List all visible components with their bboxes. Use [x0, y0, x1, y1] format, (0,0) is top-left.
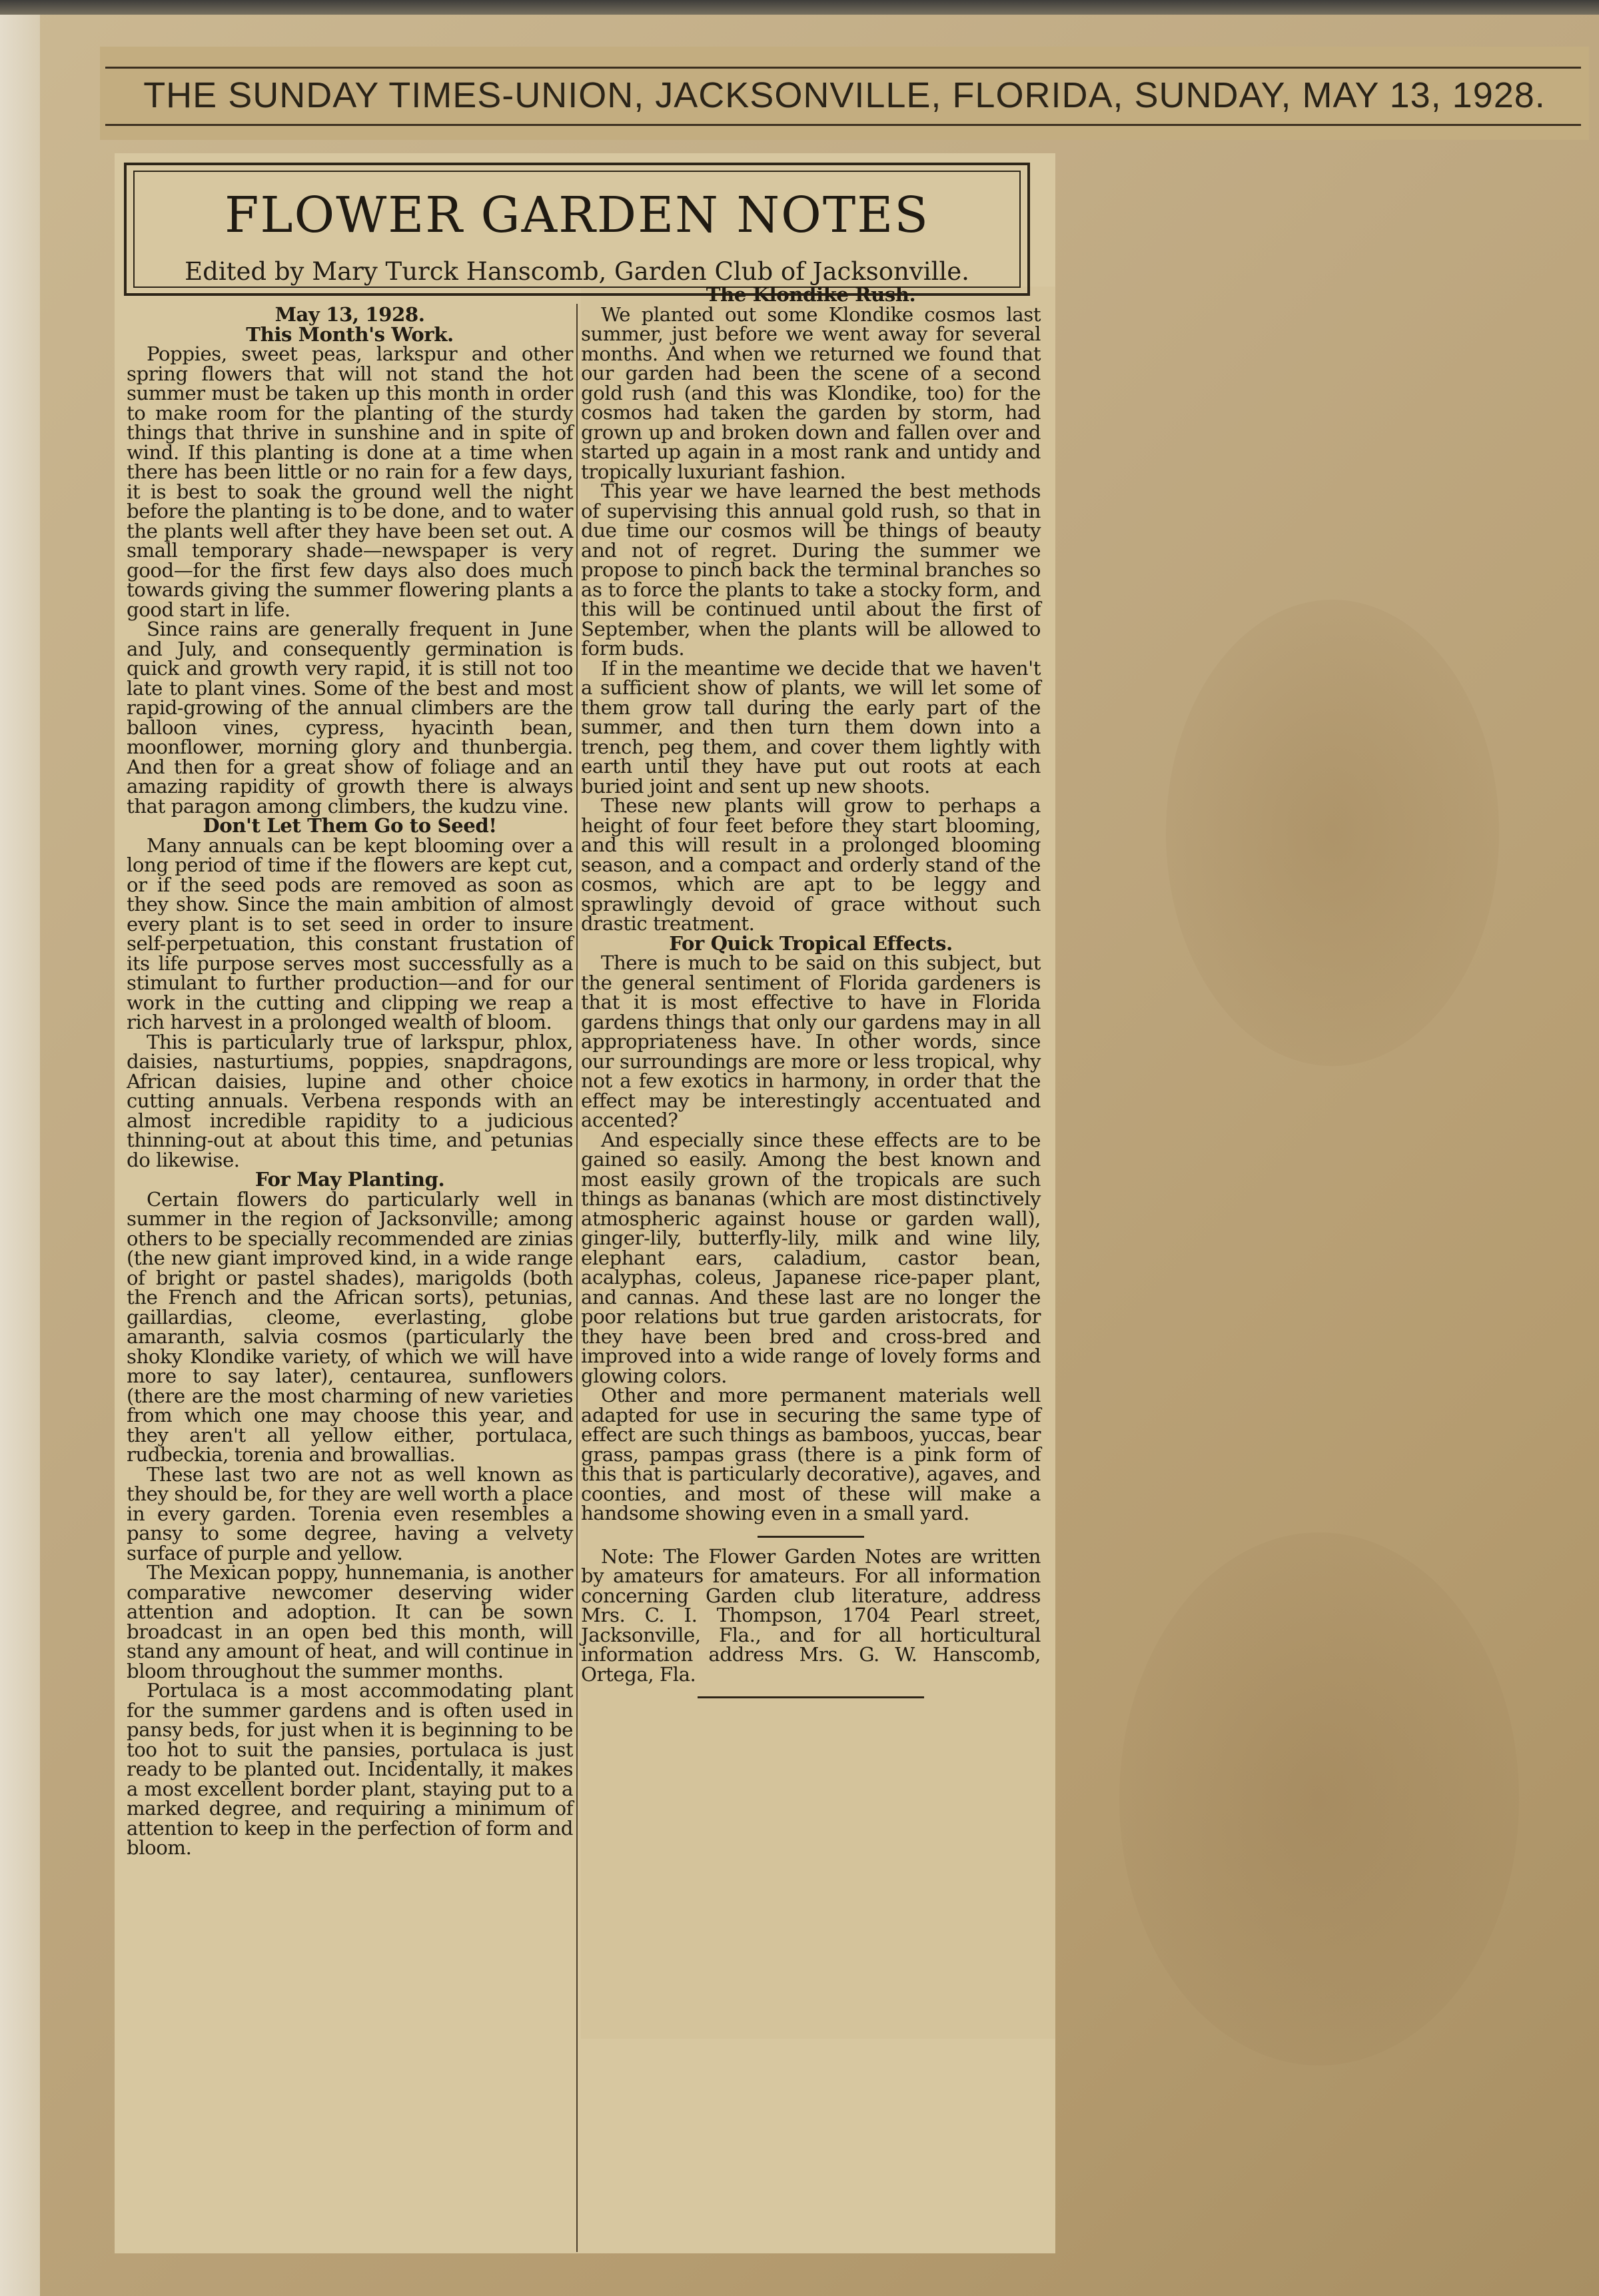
editor-note: Note: The Flower Garden Notes are written by amateurs for amateurs. For all information concerning Garden club literature, address Mrs. C. I. Thompson, 1704 Pearl street, Jacksonville, Fla., and for all horticultural information address Mrs. G. W. Hanscomb, Ortega, Fla.	[581, 1544, 1041, 1686]
paragraph: These last two are not as well known as they should be, for they are well worth a place in every garden. Torenia even resembles a pansy to some degree, having a velvety surface of purple and yellow.	[127, 1462, 573, 1564]
paragraph: Poppies, sweet peas, larkspur and other spring flowers that will not stand the hot summer must be taken up this month in order to make room for the planting of the sturdy things that thrive in sunshine and in spite of wind. If this planting is done at a time when there has been little or no rain for a few days, it is best to soak the ground well the night before the planting is to be done, and to water the plants well after they have been set out. A small temporary shade—newspaper is very good—for the first few days also does much towards giving the summer flowering plants a good start in life.	[127, 342, 573, 621]
dateline-clipping	[100, 47, 1589, 140]
page-edge	[0, 0, 40, 2296]
note-divider	[758, 1536, 864, 1538]
paper-stain	[1166, 600, 1499, 1066]
article-date: May 13, 1928.	[274, 303, 425, 326]
paragraph: And especially since these effects are to be gained so easily. Among the best known and most easily grown of the tropicals are such things as bananas (which are most distinctively atmospheric against house or garden wall), ginger-lily, butterfly-lily, milk and wine lily, elephant ears, caladium, castor bean, acalyphas, coleus, Japanese rice-paper plant, and cannas. And these last are no longer the poor relations but true garden aristocrats, for they have been bred and cross-bred and improved into a wide range of lovely forms and glowing colors.	[581, 1128, 1041, 1387]
paragraph: Certain flowers do particularly well in summer in the region of Jacksonville; among others to be specially recommended are zinias (the new giant improved kind, in a wide range of bright or pastel shades), marigolds (both the French and the African sorts), petunias, gaillardias, cleome, everlasting, globe amaranth, salvia cosmos (particularly the shoky Klondike variety, of which we will have more to say later), centaurea, sunflowers (there are the most charming of new varieties from which one may choose this year, and they aren't all yellow either, portulaca, rudbeckia, torenia and browallias.	[127, 1187, 573, 1466]
paragraph: Other and more permanent materials well adapted for use in securing the same type of effect are such things as bamboos, yuccas, bear grass, pampas grass (there is a pink form of this that is particularly decorative), agaves, and coonties, and most of these will make a handsome showing even in a small yard.	[581, 1384, 1041, 1524]
dateline-rule-bottom	[105, 124, 1581, 126]
top-edge-shadow	[0, 0, 1599, 15]
section-heading: For Quick Tropical Effects.	[669, 931, 953, 955]
section-heading: This Month's Work.	[246, 322, 454, 346]
left-column	[127, 305, 573, 1858]
section-heading: Don't Let Them Go to Seed!	[203, 814, 497, 837]
headline: FLOWER GARDEN NOTES	[225, 187, 929, 244]
headline-box	[124, 163, 1030, 296]
right-column	[581, 285, 1041, 1698]
headline-inner-border	[133, 171, 1021, 288]
paragraph: These new plants will grow to perhaps a height of four feet before they start blooming, and this will result in a prolonged blooming season, and a compact and orderly stand of the cosmos, which are apt to be leggy and sprawlingly devoid of grace without such drastic treatment.	[581, 794, 1041, 935]
paragraph: This year we have learned the best methods of supervising this annual gold rush, so that in due time our cosmos will be things of beauty and not of regret. During the summer we propose to pinch back the terminal branches so as to force the plants to take a stocky form, and this will be continued until about the first of September, when the plants will be allowed to form buds.	[581, 480, 1041, 660]
paragraph: Portulaca is a most accommodating plant for the summer gardens and is often used in pansy beds, for just when it is beginning to be too hot to suit the pansies, portulaca is just ready to be planted out. Incidentally, it makes a most excellent border plant, staying put to a marked degree, and requiring a minimum of attention to keep in the perfection of form and bloom.	[127, 1679, 573, 1859]
paragraph: If in the meantime we decide that we haven't a sufficient show of plants, we will let some of them grow tall during the early part of the summer, and then turn them down into a trench, peg them, and cover them lightly with earth until they have put out roots at each buried joint and sent up new shoots.	[581, 656, 1041, 798]
editor-line: Edited by Mary Turck Hanscomb, Garden Club of Jacksonville.	[185, 257, 969, 286]
section-heading: The Klondike Rush.	[706, 283, 916, 306]
article-clipping	[115, 153, 1055, 2253]
paragraph: Many annuals can be kept blooming over a long period of time if the flowers are kept cut, or if the seed pods are removed as soon as they show. Since the main ambition of almost every plant is to set seed in order to insure self-perpetuation, this constant frustation of its life purpose serves most successfully as a stimulant to further production—and for our work in the cutting and clipping we reap a rich harvest in a prolonged wealth of bloom.	[127, 834, 573, 1033]
closing-rule	[698, 1696, 924, 1698]
paragraph: There is much to be said on this subject, but the general sentiment of Florida gardeners is that it is most effective to have in Florida gardens things that only our gardens may in all appropriateness have. In other words, since our surroundings are more or less tropical, why not a few exotics in harmony, in order that the effect may be interestingly accentuated and accented?	[581, 951, 1041, 1131]
dateline-rule-top	[105, 67, 1581, 69]
paragraph: The Mexican poppy, hunnemania, is another comparative newcomer deserving wider attention and adoption. It can be sown broadcast in an open bed this month, will stand any amount of heat, and will continue in bloom throughout the summer months.	[127, 1561, 573, 1682]
dateline: THE SUNDAY TIMES-UNION, JACKSONVILLE, FLORIDA, SUNDAY, MAY 13, 1928.	[143, 75, 1546, 115]
column-divider	[576, 304, 578, 2252]
paragraph: Since rains are generally frequent in June and July, and consequently germination is quick and growth very rapid, it is still not too late to plant vines. Some of the best and most rapid-growing of the annual climbers are the balloon vines, cypress, hyacinth bean, moonflower, morning glory and thunbergia. And then for a great show of foliage and an amazing rapidity of growth there is always that paragon among climbers, the kudzu vine.	[127, 618, 573, 818]
paragraph: We planted out some Klondike cosmos last summer, just before we went away for several months. And when we returned we found that our garden had been the scene of a second gold rush (and this was Klondike, too) for the cosmos had taken the garden by storm, had grown up and broken down and fallen over and started up again in a most rank and untidy and tropically luxuriant fashion.	[581, 302, 1041, 483]
paragraph: This is particularly true of larkspur, phlox, daisies, nasturtiums, poppies, snapdragons, African daisies, lupine and other choice cutting annuals. Verbena responds with an almost incredible rapidity to a judicious thinning-out at about this time, and petunias do likewise.	[127, 1030, 573, 1171]
paper-stain	[1119, 1532, 1519, 2065]
section-heading: For May Planting.	[255, 1168, 445, 1191]
